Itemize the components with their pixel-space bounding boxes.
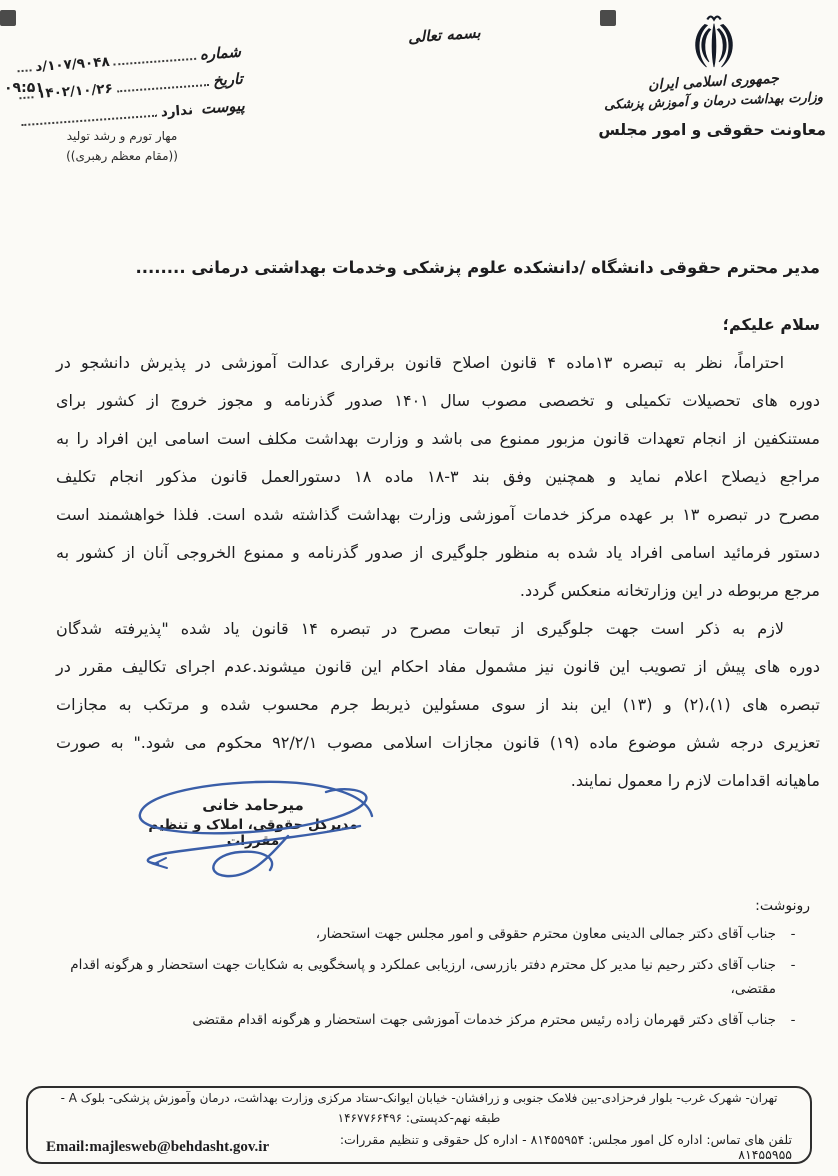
- body-line: لازم به ذکر است جهت جلوگیری از تبعات مصرح در تبصره ۱۴ قانون یاد شده "پذیرفته شدگان: [56, 619, 784, 638]
- cc-dash: -: [790, 957, 796, 973]
- attachment-value: ندارد: [160, 102, 194, 121]
- cc-item: [56, 1008, 810, 1032]
- body-line: دستور فرمائید اسامی افراد یاد شده به منظور جلوگیری از صدور گذرنامه و ممنوع الخروجی آنان از کشور به: [56, 543, 820, 562]
- country-name: جمهوری اسلامی ایران: [647, 70, 780, 94]
- letter-body: [56, 344, 820, 800]
- letter-date-value: ۱۴۰۲/۱۰/۲۶: [36, 80, 114, 102]
- signature-block: [128, 796, 378, 849]
- body-line: دوره های تحصیلات تکمیلی و تخصصی مصوب سال ۱۴۰۱ صدور گذرنامه و مجوز خروج از کشور برای: [56, 391, 820, 410]
- body-line: مستنکفین از انجام تعهدات قانون مزبور ممنوع می باشد و وزارت بهداشت مکلف است اسامی این افراد را به: [56, 429, 820, 448]
- body-line: تعزیری درجه شش موضوع ماده (۱۹) قانون مجازات اسلامی مصوب ۹۲/۲/۱ محکوم می شود." به صورت: [56, 733, 820, 752]
- footer-email: Email:majlesweb@behdasht.gov.ir: [46, 1138, 270, 1155]
- cc-dash: -: [790, 926, 796, 942]
- footer-phones: تلفن های تماس: اداره کل امور مجلس: ۸۱۴۵۵۹۵۴ - اداره کل حقوقی و تنظیم مقررات: ۸۱۴۵۵۹۵۵: [339, 1132, 792, 1162]
- cc-dash: -: [790, 1012, 796, 1028]
- registration-stamp: [12, 34, 245, 131]
- bismillah: بسمه تعالی: [407, 23, 482, 47]
- recipient-line: مدیر محترم حقوقی دانشگاه /دانشکده علوم پزشکی وخدمات بهداشتی درمانی ........: [135, 258, 820, 277]
- attachment-label: پیوست: [200, 96, 246, 118]
- footer-address: تهران- شهرک غرب- بلوار فرحزادی-بین فلامک جنوبی و زرافشان- خیابان ایوانک-ستاد مرکزی وزارت بهداشت، درمان وآموزش پزشکی- بلوک A - طبقه نهم-کدپستی: ۱۴۶۷۷۶۶۴۹۶: [60, 1091, 778, 1125]
- department-name: معاونت حقوقی و امور مجلس: [598, 121, 826, 139]
- cc-text: جناب آقای دکتر رحیم نیا مدیر کل محترم دفتر بازرسی، ارزیابی عملکرد و پاسخگویی به شکایات جهت استحضار و هرگونه اقدام مقتضی،: [70, 957, 776, 997]
- letterhead: [598, 12, 826, 139]
- cc-item: [56, 953, 810, 1001]
- ministry-name: وزارت بهداشت درمان و آموزش پزشکی: [603, 90, 824, 113]
- cc-section: [56, 898, 810, 1039]
- signer-name: میرحامد خانی: [202, 796, 304, 814]
- salutation: سلام علیکم؛: [722, 315, 820, 334]
- body-line: مراجع ذیصلاح اعلام نماید و همچنین وفق بند ۳-۱۸ ماده ۱۸ دستورالعمل قانون مذکور انجام تکلیف: [56, 467, 821, 486]
- scan-artifact: [0, 10, 16, 26]
- cc-text: جناب آقای دکتر قهرمان زاده رئیس محترم مرکز خدمات آموزشی جهت استحضار و هرگونه اقدام مقتضی: [192, 1012, 776, 1028]
- footer-contact-box: [26, 1086, 812, 1164]
- letter-number-value: ۱۰۷/۹۰۴۸/د: [34, 53, 111, 76]
- slogan-text: مهار تورم و رشد تولید: [66, 129, 178, 143]
- dotted-leader: [19, 96, 33, 99]
- cc-text: جناب آقای دکتر جمالی الدینی معاون محترم حقوقی و امور مجلس جهت استحضار،: [315, 926, 776, 942]
- letter-date-label: تاریخ: [212, 69, 244, 90]
- signer-title: مدیرکل حقوقی، املاک و تنظیم مقررات: [148, 817, 358, 849]
- stamp-time: ۰۹:۵۱: [4, 80, 44, 96]
- body-line: تبصره های (۱)،(۲) و (۱۳) این بند از سوی مسئولین ذیربط جرم محسوب شده و مرتکب به مجازات: [56, 695, 820, 714]
- year-slogan: [42, 126, 202, 166]
- slogan-attribution: ((مقام معظم رهبری)): [66, 149, 178, 163]
- body-line: مرجع مربوطه در این وزارتخانه منعکس گردد.: [519, 581, 820, 600]
- dotted-leader: [18, 69, 32, 72]
- letter-number-label: شماره: [199, 42, 242, 64]
- dotted-leader: [21, 115, 157, 126]
- body-line: مصرح در تبصره ۱۳ بر عهده مرکز خدمات آموزشی وزارت بهداشت گذاشته شده است. فلذا خواهشمند است: [56, 505, 821, 524]
- body-line: دوره های پیش از تصویب این قانون نیز مشمول مفاد احکام این قانون میشوند.عدم اجرای تکالیف مقرر در: [56, 657, 820, 676]
- iran-emblem-icon: [689, 12, 739, 72]
- body-line: ماهیانه اقدامات لازم را معمول نمایند.: [570, 771, 820, 790]
- body-line: احتراماً، نظر به تبصره ۱۳ماده ۴ قانون اصلاح قانون برقراری عدالت آموزشی در پذیرش دانشجو در: [56, 353, 785, 372]
- cc-label: رونوشت:: [755, 898, 810, 914]
- cc-item: [56, 922, 810, 946]
